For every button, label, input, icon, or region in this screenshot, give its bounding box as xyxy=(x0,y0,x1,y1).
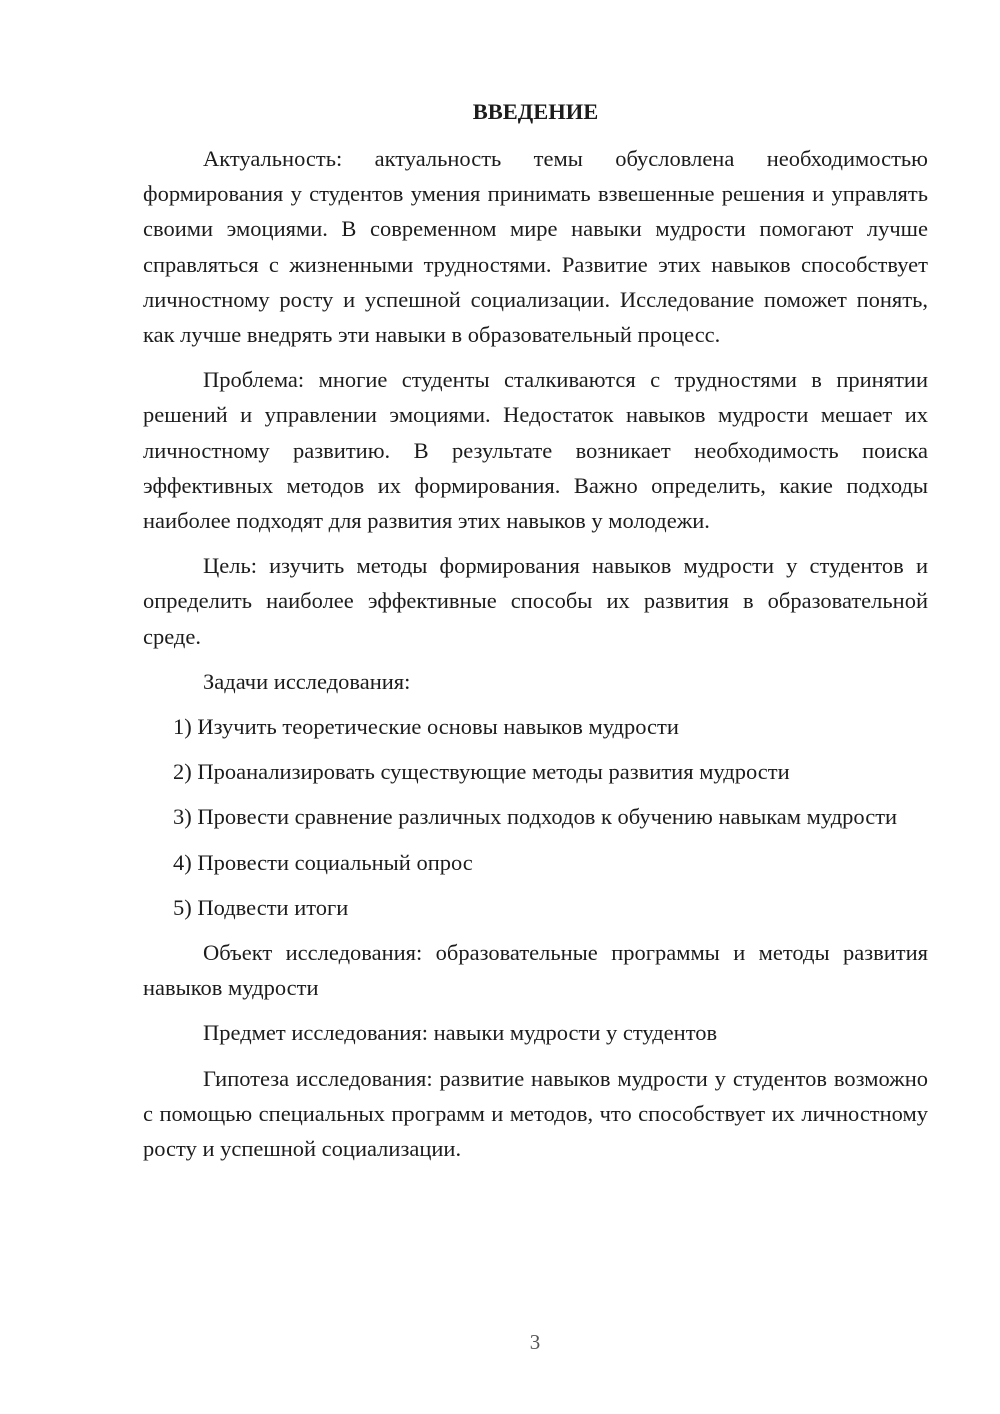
task-item: 1) Изучить теоретические основы навыков мудрости xyxy=(173,714,679,740)
relevance-paragraph: Актуальность: актуальность темы обусловлена необходимостью формирования у студентов умения принимать взвешенные решения и управлять своими эмоциями. В современном мире навыки мудрости помогают лучше справляться с жизненными трудностями. Развитие этих навыков способствует личностному росту и успешной социализации. Исследование поможет понять, как лучше внедрять эти навыки в образовательный процесс. xyxy=(143,146,928,348)
task-item: 4) Провести социальный опрос xyxy=(173,849,473,875)
subject-paragraph: Предмет исследования: навыки мудрости у студентов xyxy=(203,1020,718,1046)
problem-paragraph: Проблема: многие студенты сталкиваются с трудностями в принятии решений и управлении эмоциями. Недостаток навыков мудрости мешает их личностному развитию. В результате возникает необходимость поиска эффективных методов их формирования. Важно определить, какие подходы наиболее подходят для развития этих навыков у молодежи. xyxy=(143,367,928,534)
task-item: 2) Проанализировать существующие методы развития мудрости xyxy=(173,759,790,785)
tasks-heading: Задачи исследования: xyxy=(203,668,411,694)
page-title: ВВЕДЕНИЕ xyxy=(472,99,599,124)
object-paragraph: Объект исследования: образовательные программы и методы развития навыков мудрости xyxy=(143,940,928,1001)
hypothesis-paragraph: Гипотеза исследования: развитие навыков мудрости у студентов возможно с помощью специальных программ и методов, что способствует их личностному росту и успешной социализации. xyxy=(143,1065,928,1162)
document-body xyxy=(143,94,928,1176)
goal-paragraph: Цель: изучить методы формирования навыков мудрости у студентов и определить наиболее эффективные способы их развития в образовательной среде. xyxy=(143,553,928,649)
page-number: 3 xyxy=(529,1330,541,1354)
task-item: 3) Провести сравнение различных подходов к обучению навыкам мудрости xyxy=(173,804,898,830)
task-item: 5) Подвести итоги xyxy=(173,894,349,920)
